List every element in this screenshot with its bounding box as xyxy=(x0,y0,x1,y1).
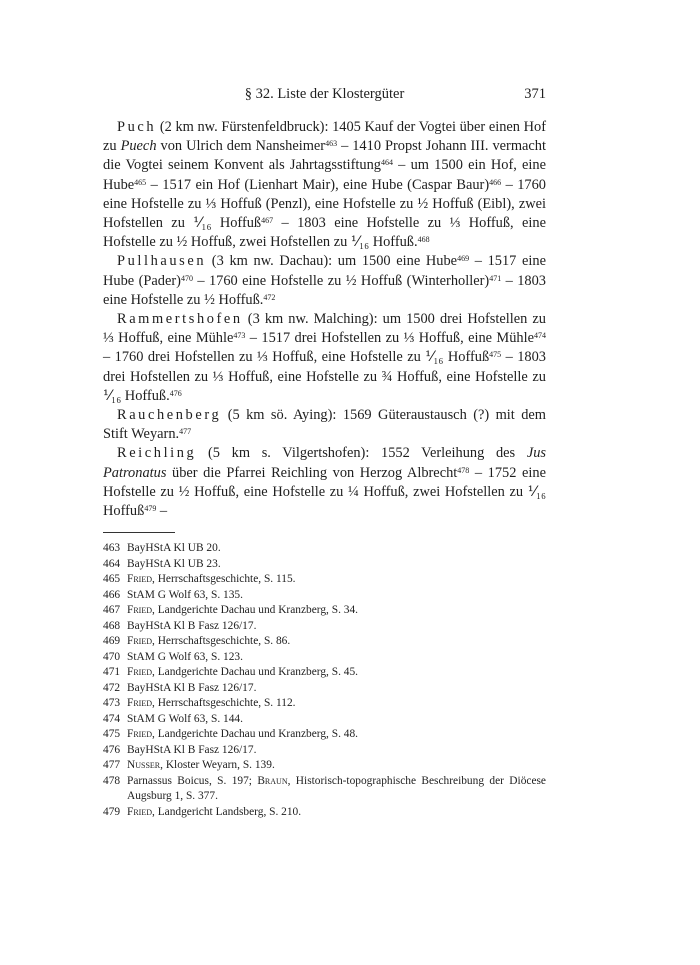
footnote xyxy=(103,727,546,743)
author-name: Fried xyxy=(127,573,152,585)
place-name: Pullhausen xyxy=(117,253,207,270)
footnote-text xyxy=(127,696,546,712)
footnotes xyxy=(103,541,546,820)
book-page xyxy=(103,0,546,965)
footnote-fragment: , Kloster Weyarn, S. 139. xyxy=(160,759,275,771)
place-name: Rammertshofen xyxy=(117,311,243,328)
footnote xyxy=(103,603,546,619)
footnote xyxy=(103,696,546,712)
entry-text: – 1517 drei Hofstellen zu ⅓ Hoffuß, eine Mühle xyxy=(245,330,534,347)
footnote-number: 478 xyxy=(103,774,121,787)
footnote-text xyxy=(127,681,546,697)
place-name: Puch xyxy=(117,119,157,135)
entry-paragraph xyxy=(103,406,546,444)
footnote-fragment: , Herrschaftsgeschichte, S. 115. xyxy=(152,573,296,585)
entry-text: – 1517 eine Hube (Pader) xyxy=(103,253,546,289)
entry-text: (2 km nw. Fürstenfeldbruck): 1405 Kauf der Vogtei über einen Hof zu xyxy=(103,119,546,155)
entry-text: – 1803 eine Hofstelle zu ½ Hoffuß. xyxy=(103,272,546,308)
running-title: § 32. Liste der Klostergüter xyxy=(244,86,405,102)
footnote-number: 463 xyxy=(103,542,121,554)
place-name: Rauchenberg xyxy=(117,407,222,424)
footnote-text xyxy=(127,541,546,557)
footnote-ref: 467 xyxy=(261,216,274,226)
entry-text: (3 km nw. Malching): um 1500 drei Hofstellen zu ⅓ Hoffuß, eine Mühle xyxy=(103,311,546,347)
footnote-ref: 464 xyxy=(381,158,393,168)
footnote-fragment: BayHStA Kl UB 23. xyxy=(127,557,221,570)
footnote-text xyxy=(127,603,546,619)
entry-text: – um 1500 ein Hof, eine Hube xyxy=(103,157,546,193)
entry-text: über die Pfarrei Reichling von Herzog Albrecht xyxy=(166,464,458,481)
entry-text: – 1752 eine Hofstelle zu ½ Hoffuß, eine Hofstelle zu ¼ Hoffuß, zwei Hofstellen zu ⅟₁₆ Hoffuß xyxy=(103,464,546,520)
author-name: Fried xyxy=(127,666,152,678)
entry-text: – 1760 eine Hofstelle zu ⅓ Hoffuß (Penzl), eine Hofstelle zu ½ Hoffuß (Eibl), zwei Hofstellen zu ⅟₁₆ Hoffuß xyxy=(103,176,546,232)
entry-text: (5 km sö. Aying): 1569 Güteraustausch (?) mit dem Stift Weyarn. xyxy=(103,407,546,443)
footnote-text xyxy=(127,634,546,650)
footnote-fragment: , Herrschaftsgeschichte, S. 86. xyxy=(152,635,291,647)
footnote-fragment: , Landgerichte Dachau und Kranzberg, S. 48. xyxy=(152,728,359,740)
entry-text: – 1803 drei Hofstellen zu ⅓ Hoffuß, eine Hofstelle zu ¾ Hoffuß, eine Hofstelle zu ⅟₁₆ Hoffuß. xyxy=(103,349,547,404)
footnote xyxy=(103,743,546,759)
footnote-ref: 474 xyxy=(534,331,546,341)
footnote-number: 479 xyxy=(103,805,121,818)
entry-text: (3 km nw. Dachau): um 1500 eine Hube xyxy=(206,253,458,270)
footnote-ref: 476 xyxy=(169,388,182,398)
footnote xyxy=(103,634,546,650)
entry-paragraph xyxy=(103,252,546,310)
author-name: Fried xyxy=(127,697,152,709)
footnote-number: 475 xyxy=(103,728,121,740)
entry-text: – 1760 drei Hofstellen zu ⅓ Hoffuß, eine Hofstelle zu ⅟₁₆ Hoffuß xyxy=(103,349,490,366)
footnote-ref: 466 xyxy=(489,177,502,187)
author-name: Fried xyxy=(127,805,152,818)
footnote-text xyxy=(127,588,546,604)
entry-paragraph xyxy=(103,444,546,521)
footnote xyxy=(103,712,546,728)
footnote xyxy=(103,557,546,573)
footnote-ref: 475 xyxy=(489,350,502,360)
author-name: Nusser xyxy=(127,759,161,771)
footnote-text xyxy=(127,758,546,774)
footnote xyxy=(103,774,546,805)
footnote-text xyxy=(127,774,546,805)
footnote xyxy=(103,758,546,774)
footnote-fragment: StAM G Wolf 63, S. 144. xyxy=(127,712,243,725)
footnote-fragment: BayHStA Kl B Fasz 126/17. xyxy=(127,743,257,756)
running-header xyxy=(103,86,546,106)
footnote xyxy=(103,665,546,681)
footnote-number: 467 xyxy=(103,604,121,616)
footnote-ref: 477 xyxy=(179,427,192,437)
footnote-number: 473 xyxy=(103,697,121,709)
author-name: Fried xyxy=(127,604,152,616)
footnote-number: 470 xyxy=(103,650,121,663)
footnote xyxy=(103,650,546,666)
footnote-number: 466 xyxy=(103,588,121,601)
footnote-ref: 478 xyxy=(457,465,470,475)
footnote xyxy=(103,588,546,604)
entry-paragraph xyxy=(103,310,546,406)
author-name: Fried xyxy=(127,728,152,740)
footnote-ref: 479 xyxy=(144,504,157,514)
footnote-fragment: BayHStA Kl UB 20. xyxy=(127,542,221,554)
entry-text: – xyxy=(156,503,168,520)
entry-text: – 1803 eine Hofstelle zu ⅓ Hoffuß, eine Hofstelle zu ½ Hoffuß, zwei Hofstellen zu ⅟₁₆ Hoffuß. xyxy=(103,215,546,251)
footnote-number: 474 xyxy=(103,712,121,725)
italic-text: Puech xyxy=(120,138,157,155)
footnote-number: 468 xyxy=(103,619,121,632)
footnote-fragment: BayHStA Kl B Fasz 126/17. xyxy=(127,681,257,694)
footnote-text xyxy=(127,557,546,573)
footnote-text xyxy=(127,650,546,666)
footnote-ref: 465 xyxy=(134,177,147,187)
footnote-ref: 469 xyxy=(457,254,470,264)
footnote-text xyxy=(127,572,546,588)
footnote-fragment: , Landgericht Landsberg, S. 210. xyxy=(152,805,302,818)
entry-text: von Ulrich dem Nansheimer xyxy=(156,138,326,155)
footnote xyxy=(103,681,546,697)
footnote-text xyxy=(127,712,546,728)
footnote-fragment: , Landgerichte Dachau und Kranzberg, S. 45. xyxy=(152,666,359,678)
entry-text: – 1760 eine Hofstelle zu ½ Hoffuß (Winterholler) xyxy=(192,272,490,289)
footnote-ref: 468 xyxy=(417,235,430,245)
italic-text: Jus Patronatus xyxy=(103,445,546,481)
footnote-text xyxy=(127,665,546,681)
footnote-fragment: , Landgerichte Dachau und Kranzberg, S. 34. xyxy=(152,604,359,616)
footnote-fragment: Parnassus Boicus, S. 197; xyxy=(127,774,258,787)
footnote-fragment: BayHStA Kl B Fasz 126/17. xyxy=(127,619,257,632)
footnote-number: 477 xyxy=(103,759,121,771)
place-name: Reichling xyxy=(117,445,197,462)
footnote-text xyxy=(127,619,546,635)
footnote-separator xyxy=(103,532,175,533)
footnote-ref: 463 xyxy=(325,139,338,149)
footnote xyxy=(103,805,546,821)
entry-text: (5 km s. Vilgertshofen): 1552 Verleihung des xyxy=(196,445,527,462)
entry-text: – 1410 Propst Johann III. vermacht die Vogtei seinem Konvent als Jahrtagsstiftung xyxy=(103,138,546,174)
footnote-number: 472 xyxy=(103,681,121,694)
footnote-text xyxy=(127,805,546,821)
author-name: Fried xyxy=(127,635,152,647)
footnote-fragment: StAM G Wolf 63, S. 135. xyxy=(127,588,243,601)
footnote-text xyxy=(127,727,546,743)
footnote-ref: 472 xyxy=(263,292,276,302)
footnote-number: 471 xyxy=(103,666,121,678)
footnote xyxy=(103,619,546,635)
author-name: Braun xyxy=(257,774,288,787)
entry-text: – 1517 ein Hof (Lienhart Mair), eine Hube (Caspar Baur) xyxy=(146,176,490,193)
footnote-fragment: , Herrschaftsgeschichte, S. 112. xyxy=(152,697,296,709)
footnote-ref: 471 xyxy=(489,273,502,283)
entry-paragraph xyxy=(103,118,546,252)
footnote-number: 476 xyxy=(103,743,121,756)
footnote xyxy=(103,572,546,588)
footnote-number: 465 xyxy=(103,573,121,585)
footnote-ref: 470 xyxy=(180,273,193,283)
footnote-ref: 473 xyxy=(233,331,246,341)
footnote-number: 464 xyxy=(103,557,121,570)
footnote-number: 469 xyxy=(103,635,121,647)
page-number: 371 xyxy=(524,86,546,102)
footnote-text xyxy=(127,743,546,759)
footnote-fragment: , Historisch-topographische Beschreibung der Diöcese Augsburg 1, S. 377. xyxy=(127,774,546,802)
main-text xyxy=(103,118,546,521)
footnote xyxy=(103,541,546,557)
footnote-fragment: StAM G Wolf 63, S. 123. xyxy=(127,650,243,663)
